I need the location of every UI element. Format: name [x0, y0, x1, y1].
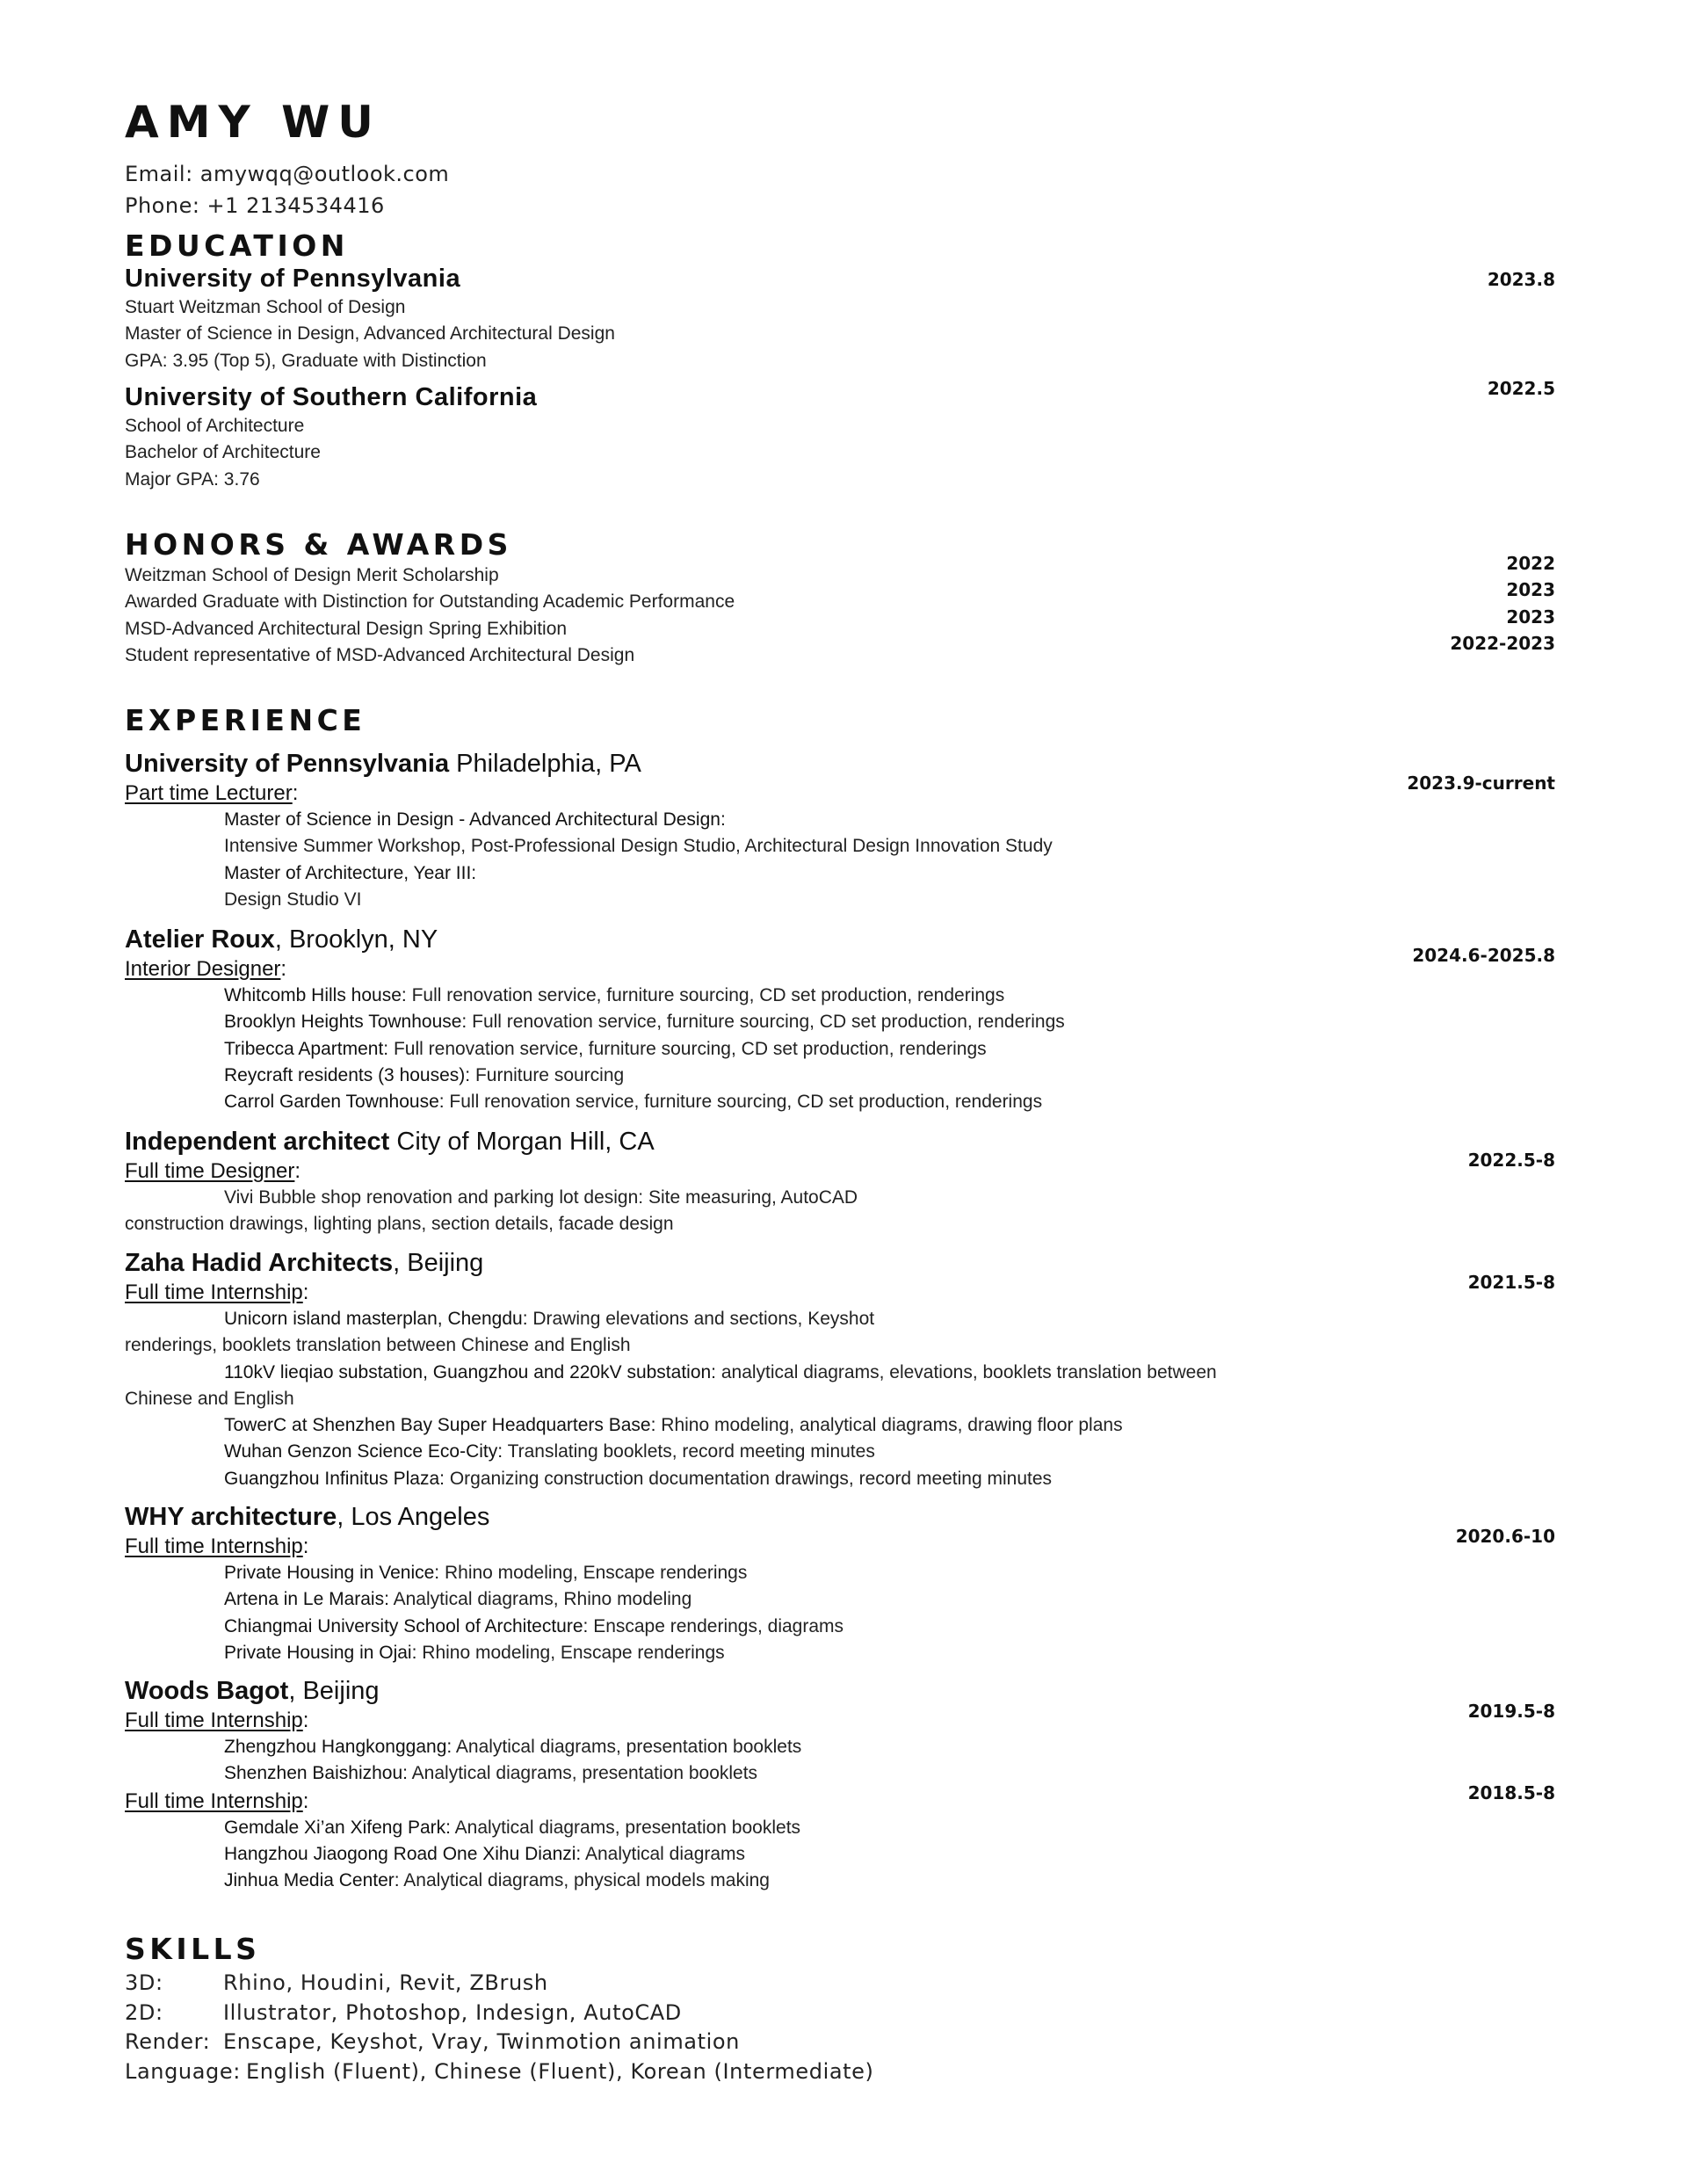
- experience-line: Reycraft residents (3 houses): Furniture sourcing: [224, 1064, 625, 1085]
- org-line: [125, 1127, 1548, 1157]
- experience-line: Vivi Bubble shop renovation and parking lot design: Site measuring, AutoCAD: [224, 1187, 858, 1208]
- experience-entry: [125, 1676, 1548, 1894]
- honor-date: 2022-2023: [1450, 632, 1555, 654]
- skill-label: 2D:: [125, 1999, 163, 2025]
- honor-date: 2022: [1506, 553, 1555, 574]
- education-line: GPA: 3.95 (Top 5), Graduate with Distinction: [125, 350, 487, 371]
- role-line: Interior Designer:: [125, 957, 287, 981]
- org-line: [125, 749, 1548, 780]
- honors-list: [125, 562, 1548, 669]
- experience-date: 2024.6-2025.8: [1412, 945, 1555, 966]
- org-name: Woods Bagot: [125, 1677, 289, 1705]
- org-location: , Beijing: [393, 1249, 484, 1277]
- education-line: School of Architecture: [125, 416, 305, 436]
- org-location: City of Morgan Hill, CA: [389, 1128, 655, 1156]
- experience-date: 2020.6-10: [1455, 1526, 1555, 1547]
- experience-line: Master of Architecture, Year III:: [224, 862, 477, 883]
- org-name: WHY architecture: [125, 1503, 337, 1531]
- education-line: Bachelor of Architecture: [125, 442, 321, 463]
- experience-date: 2022.5-8: [1467, 1150, 1555, 1171]
- experience-line: Whitcomb Hills house: Full renovation service, furniture sourcing, CD set production, renderings: [224, 985, 1005, 1005]
- experience-line: Private Housing in Venice: Rhino modeling, Enscape renderings: [224, 1563, 748, 1583]
- org-name: Atelier Roux: [125, 925, 275, 954]
- experience-entry: [125, 1127, 1548, 1238]
- experience-date: 2018.5-8: [1467, 1782, 1555, 1803]
- org-location: Philadelphia, PA: [449, 750, 641, 778]
- role-title: Full time Internship: [125, 1535, 303, 1558]
- experience-entry: [125, 1248, 1548, 1492]
- skill-label: 3D:: [125, 1970, 163, 1995]
- role-line: Full time Internship:: [125, 1281, 309, 1304]
- org-name: Zaha Hadid Architects: [125, 1249, 394, 1277]
- person-name: AMY WU: [125, 97, 381, 148]
- role-line: Full time Designer:: [125, 1159, 301, 1183]
- org-location: , Brooklyn, NY: [274, 925, 438, 954]
- experience-line: Zhengzhou Hangkonggang: Analytical diagrams, presentation booklets: [224, 1737, 802, 1757]
- role-title: Full time Internship: [125, 1709, 303, 1732]
- experience-line: renderings, booklets translation between Chinese and English: [125, 1335, 631, 1356]
- experience-line: Chiangmai University School of Architecture: Enscape renderings, diagrams: [224, 1615, 844, 1636]
- honor-date: 2023: [1506, 606, 1555, 628]
- experience-date: 2023.9-current: [1407, 773, 1555, 794]
- org-name: University of Pennsylvania: [125, 750, 450, 778]
- skill-row: [125, 2057, 874, 2087]
- experience-line: Brooklyn Heights Townhouse: Full renovation service, furniture sourcing, CD set production, renderings: [224, 1012, 1065, 1033]
- honor-item: Weitzman School of Design Merit Scholarship: [125, 565, 499, 585]
- skills-heading: SKILLS: [125, 1932, 261, 1966]
- education-line: Major GPA: 3.76: [125, 468, 260, 490]
- experience-heading: EXPERIENCE: [125, 703, 366, 737]
- education-entry: [125, 382, 1548, 493]
- education-line: Master of Science in Design, Advanced Architectural Design: [125, 323, 615, 345]
- education-entry: [125, 264, 1548, 374]
- experience-line: Jinhua Media Center: Analytical diagrams, physical models making: [224, 1870, 770, 1891]
- experience-line: Wuhan Genzon Science Eco-City: Translating booklets, record meeting minutes: [224, 1441, 875, 1462]
- experience-date: 2021.5-8: [1467, 1272, 1555, 1293]
- experience-line: 110kV lieqiao substation, Guangzhou and 220kV substation: analytical diagrams, elevations, booklets translation between: [224, 1361, 1217, 1382]
- email-line: Email: amywqq@outlook.com: [125, 162, 450, 186]
- skill-value: English (Fluent), Chinese (Fluent), Korean (Intermediate): [245, 2058, 874, 2084]
- org-location: , Beijing: [288, 1677, 380, 1705]
- org-line: [125, 1248, 1548, 1279]
- honor-date: 2023: [1506, 579, 1555, 601]
- experience-line: Guangzhou Infinitus Plaza: Organizing construction documentation drawings, record meeting minutes: [224, 1468, 1053, 1489]
- experience-line: Tribecca Apartment: Full renovation service, furniture sourcing, CD set production, renderings: [224, 1038, 987, 1059]
- role-title: Part time Lecturer: [125, 781, 293, 805]
- experience-line: Artena in Le Marais: Analytical diagrams, Rhino modeling: [224, 1589, 692, 1610]
- skill-label: Render:: [125, 2029, 211, 2054]
- skill-value: Illustrator, Photoshop, Indesign, AutoCAD: [223, 1999, 682, 2025]
- honor-item: MSD-Advanced Architectural Design Spring Exhibition: [125, 618, 568, 639]
- experience-line: Design Studio VI: [224, 889, 362, 910]
- experience-line: construction drawings, lighting plans, section details, facade design: [125, 1214, 674, 1235]
- role-line: Full time Internship:: [125, 1709, 309, 1732]
- experience-entry: [125, 749, 1548, 913]
- role-line: Full time Internship:: [125, 1535, 309, 1558]
- skill-label: Language:: [125, 2058, 241, 2084]
- role-title: Full time Internship: [125, 1789, 303, 1813]
- education-date: 2023.8: [1487, 269, 1555, 290]
- honors-dates: [1450, 550, 1555, 657]
- skill-row: [125, 1969, 874, 1999]
- role-title: Full time Internship: [125, 1281, 303, 1304]
- experience-line: Private Housing in Ojai: Rhino modeling, Enscape renderings: [224, 1642, 725, 1663]
- org-location: , Los Angeles: [337, 1503, 490, 1531]
- experience-line: TowerC at Shenzhen Bay Super Headquarters Base: Rhino modeling, analytical diagrams, drawing floor plans: [224, 1415, 1123, 1436]
- skill-value: Rhino, Houdini, Revit, ZBrush: [223, 1970, 548, 1995]
- school-name: University of Southern California: [125, 383, 538, 411]
- role-title: Interior Designer: [125, 957, 281, 981]
- honor-item: Awarded Graduate with Distinction for Outstanding Academic Performance: [125, 591, 735, 613]
- skill-value: Enscape, Keyshot, Vray, Twinmotion animation: [223, 2029, 740, 2054]
- experience-line: Hangzhou Jiaogong Road One Xihu Dianzi: Analytical diagrams: [224, 1843, 746, 1864]
- phone-line: Phone: +1 2134534416: [125, 193, 385, 218]
- role-line: Full time Internship:: [125, 1789, 309, 1813]
- honor-item: Student representative of MSD-Advanced Architectural Design: [125, 644, 635, 665]
- org-line: [125, 1502, 1548, 1533]
- experience-line: Unicorn island masterplan, Chengdu: Drawing elevations and sections, Keyshot: [224, 1309, 875, 1329]
- school-name: University of Pennsylvania: [125, 265, 461, 293]
- role-title: Full time Designer: [125, 1159, 295, 1183]
- org-line: [125, 1676, 1548, 1707]
- skill-row: [125, 2028, 874, 2057]
- experience-line: Carrol Garden Townhouse: Full renovation service, furniture sourcing, CD set production, renderings: [224, 1092, 1043, 1113]
- experience-line: Intensive Summer Workshop, Post-Professional Design Studio, Architectural Design Innovation Study: [224, 836, 1053, 857]
- experience-line: Master of Science in Design - Advanced Architectural Design:: [224, 809, 726, 830]
- experience-line: Shenzhen Baishizhou: Analytical diagrams, presentation booklets: [224, 1763, 758, 1784]
- skills-list: [125, 1969, 874, 2086]
- org-line: [125, 925, 1548, 955]
- experience-entry: [125, 925, 1548, 1115]
- education-date: 2022.5: [1487, 378, 1555, 399]
- experience-entry: [125, 1502, 1548, 1666]
- experience-line: Chinese and English: [125, 1388, 294, 1409]
- role-line: Part time Lecturer:: [125, 781, 299, 805]
- experience-date: 2019.5-8: [1467, 1701, 1555, 1722]
- education-line: Stuart Weitzman School of Design: [125, 297, 406, 317]
- org-name: Independent architect: [125, 1128, 390, 1156]
- skill-row: [125, 1999, 874, 2028]
- experience-line: Gemdale Xi’an Xifeng Park: Analytical diagrams, presentation booklets: [224, 1817, 801, 1838]
- honors-heading: HONORS & AWARDS: [125, 527, 512, 562]
- education-heading: EDUCATION: [125, 229, 349, 263]
